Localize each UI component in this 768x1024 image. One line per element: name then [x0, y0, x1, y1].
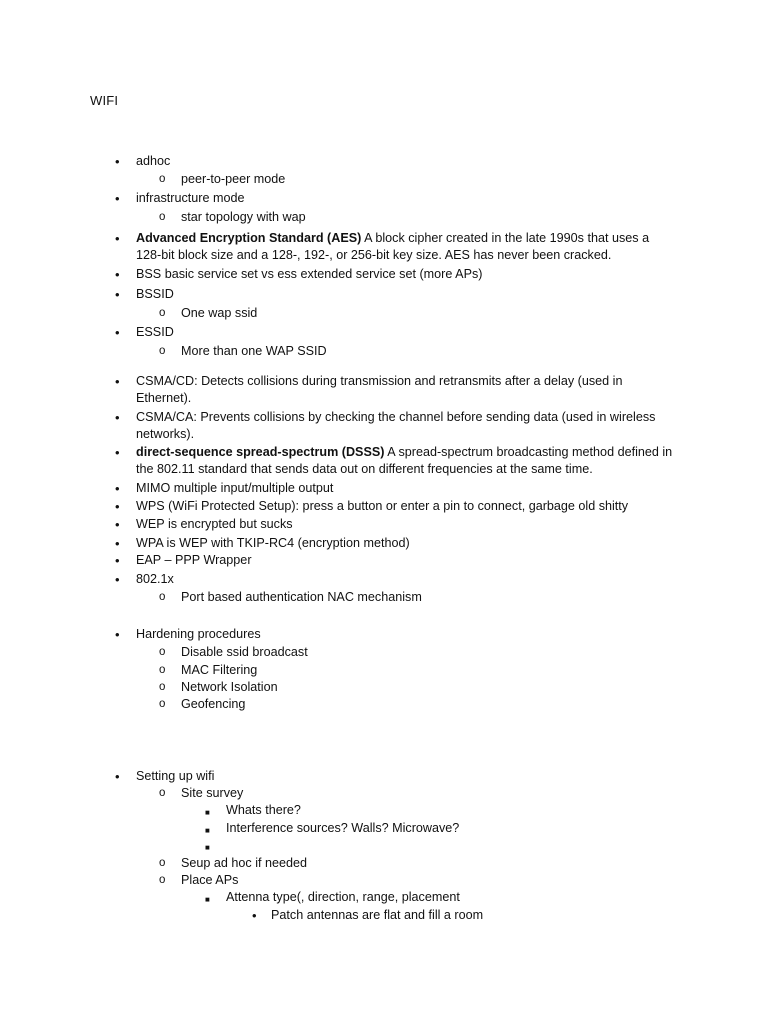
list-item-text: Port based authentication NAC mechanism [181, 590, 422, 604]
list-item-text: Hardening procedures [136, 627, 261, 641]
list-item-text: CSMA/CA: Prevents collisions by checking the channel before sending data (used in wireless networks). [136, 410, 656, 441]
list-item-text: peer-to-peer mode [181, 172, 286, 186]
list-item-text: WPS (WiFi Protected Setup): press a button or enter a pin to connect, garbage old shitty [136, 499, 629, 513]
term: direct-sequence spread-spectrum (DSSS) [136, 445, 385, 459]
square-bullet-icon: ■ [205, 895, 210, 904]
circle-bullet-icon: o [159, 698, 166, 710]
bullet-icon: • [115, 517, 120, 532]
bullet-icon: • [115, 572, 120, 587]
definition: A block cipher created in the late 1990s that uses a 128-bit block size and a 128-, 192-, or 256-bit key size. AES has never been cracked. [136, 231, 650, 262]
bullet-icon: • [252, 908, 257, 923]
bullet-icon: • [115, 267, 120, 282]
circle-bullet-icon: o [159, 857, 166, 869]
square-bullet-icon: ■ [205, 808, 210, 817]
list-item-text: CSMA/CD: Detects collisions during transmission and retransmits after a delay (used in Ethernet). [136, 374, 623, 405]
list-item-text: One wap ssid [181, 306, 258, 320]
circle-bullet-icon: o [159, 345, 166, 357]
bullet-icon: • [115, 154, 120, 169]
bullet-icon: • [115, 374, 120, 389]
list-item-text: More than one WAP SSID [181, 344, 327, 358]
bullet-icon: • [115, 231, 120, 246]
list-item-text: star topology with wap [181, 210, 306, 224]
bullet-icon: • [115, 287, 120, 302]
list-item-text: Patch antennas are flat and fill a room [271, 908, 484, 922]
list-item-text: Whats there? [226, 803, 301, 817]
circle-bullet-icon: o [159, 787, 166, 799]
bullet-icon: • [115, 627, 120, 642]
list-item-text: infrastructure mode [136, 191, 245, 205]
document-title: WIFI [90, 93, 119, 108]
list-item-text: 802.1x [136, 572, 174, 586]
bullet-icon: • [115, 325, 120, 340]
bullet-icon: • [115, 445, 120, 460]
circle-bullet-icon: o [159, 591, 166, 603]
list-item-text: Setting up wifi [136, 769, 215, 783]
list-item-text: adhoc [136, 154, 171, 168]
bullet-icon: • [115, 536, 120, 551]
circle-bullet-icon: o [159, 307, 166, 319]
list-item-text: Geofencing [181, 697, 246, 711]
circle-bullet-icon: o [159, 646, 166, 658]
list-item-text: MAC Filtering [181, 663, 258, 677]
circle-bullet-icon: o [159, 664, 166, 676]
bullet-icon: • [115, 499, 120, 514]
definition: A spread-spectrum broadcasting method defined in the 802.11 standard that sends data out on different frequencies at the same time. [136, 445, 673, 476]
list-item-text: Disable ssid broadcast [181, 645, 308, 659]
list-item-text: Site survey [181, 786, 244, 800]
list-item-text: Seup ad hoc if needed [181, 856, 308, 870]
circle-bullet-icon: o [159, 681, 166, 693]
list-item-text: WPA is WEP with TKIP-RC4 (encryption method) [136, 536, 410, 550]
list-item-text: WEP is encrypted but sucks [136, 517, 293, 531]
circle-bullet-icon: o [159, 211, 166, 223]
list-item-text: Interference sources? Walls? Microwave? [226, 821, 460, 835]
bullet-icon: • [115, 769, 120, 784]
circle-bullet-icon: o [159, 874, 166, 886]
term: Advanced Encryption Standard (AES) [136, 231, 362, 245]
list-item-text [136, 230, 676, 264]
bullet-icon: • [115, 410, 120, 425]
list-item-text: ESSID [136, 325, 174, 339]
list-item-text: BSSID [136, 287, 174, 301]
list-item-text: Network Isolation [181, 680, 278, 694]
square-bullet-icon: ■ [205, 826, 210, 835]
list-item-text: Place APs [181, 873, 239, 887]
list-item-text: Attenna type(, direction, range, placement [226, 890, 460, 904]
list-item-text [136, 444, 676, 478]
bullet-icon: • [115, 553, 120, 568]
list-item-text: MIMO multiple input/multiple output [136, 481, 334, 495]
circle-bullet-icon: o [159, 173, 166, 185]
bullet-icon: • [115, 191, 120, 206]
bullet-icon: • [115, 481, 120, 496]
square-bullet-icon: ■ [205, 843, 210, 852]
list-item-text: EAP – PPP Wrapper [136, 553, 252, 567]
list-item-text: BSS basic service set vs ess extended service set (more APs) [136, 267, 483, 281]
